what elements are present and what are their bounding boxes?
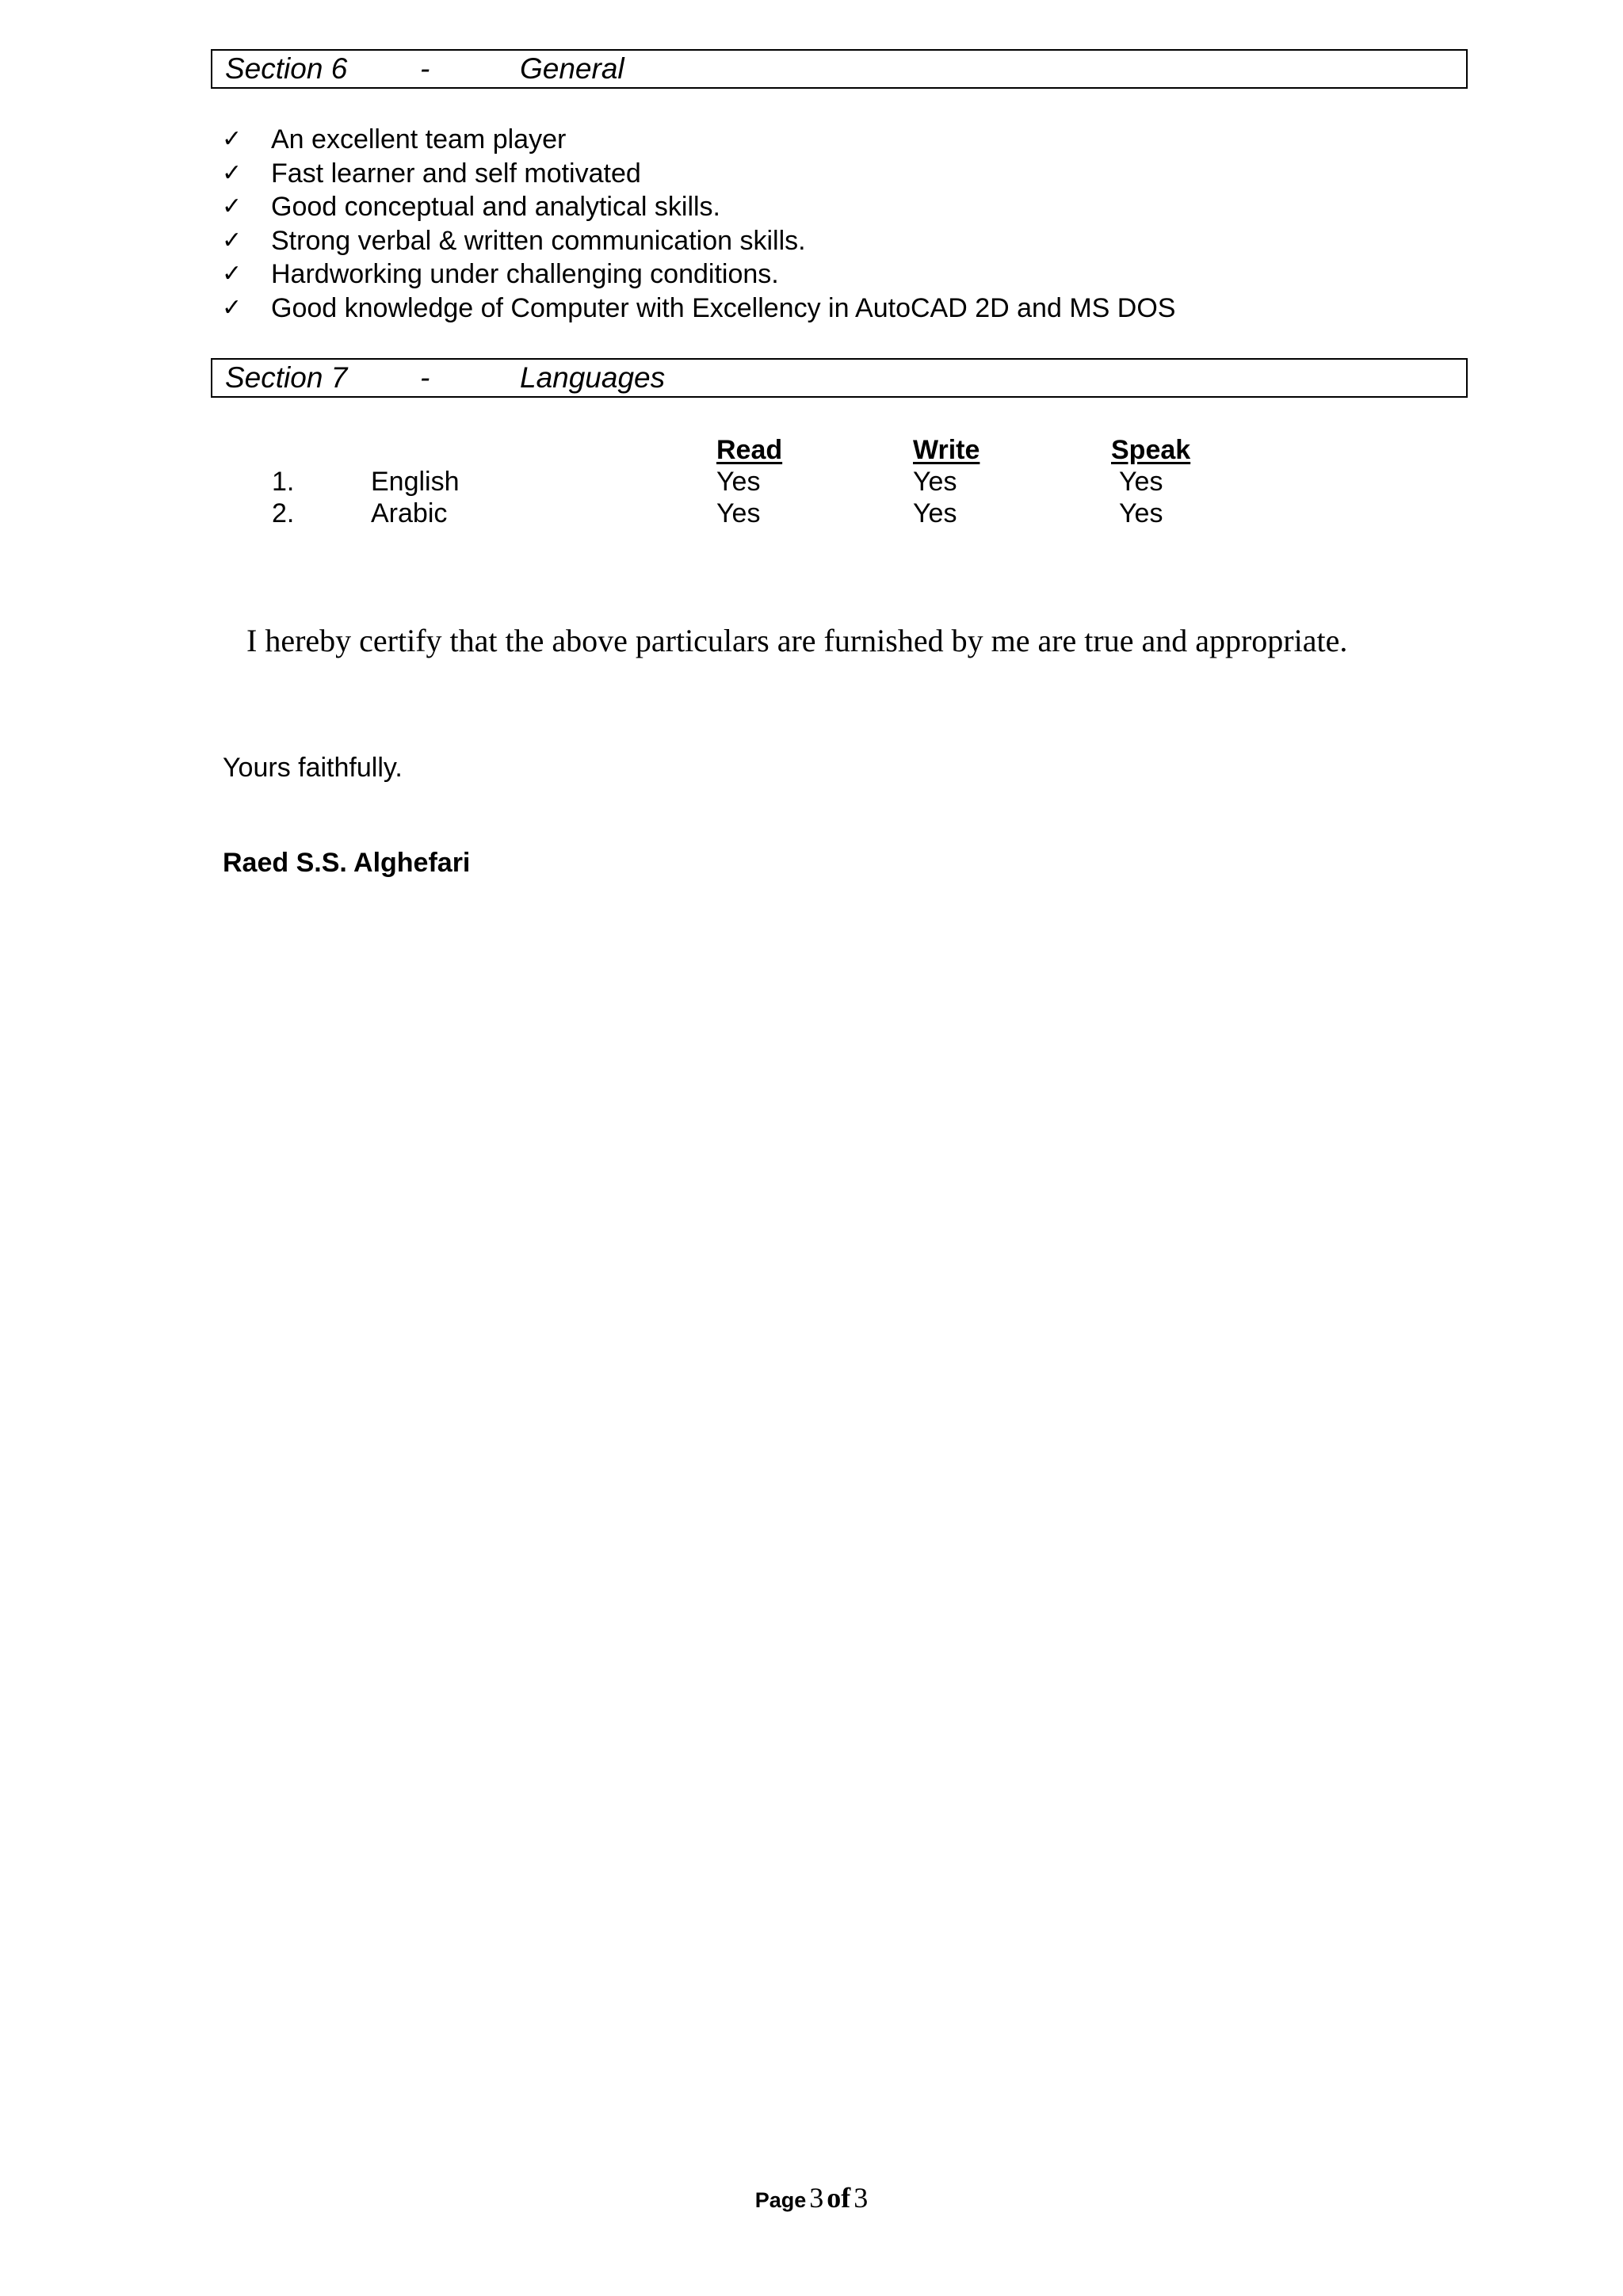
section-6-label: Section 6 xyxy=(225,52,348,85)
current-page: 3 xyxy=(809,2182,824,2214)
header-write: Write xyxy=(913,435,980,465)
check-icon: ✓ xyxy=(222,158,242,187)
skill-text: Good knowledge of Computer with Excellency in AutoCAD 2D and MS DOS xyxy=(271,292,1176,323)
check-icon: ✓ xyxy=(222,226,242,254)
header-read: Read xyxy=(716,435,783,465)
row-number: 1. xyxy=(272,467,295,497)
language-name: Arabic xyxy=(371,498,448,528)
skill-text: Fast learner and self motivated xyxy=(271,158,641,189)
check-icon: ✓ xyxy=(222,193,242,221)
certification-statement: I hereby certify that the above particulars are furnished by me are true and appropriate. xyxy=(246,623,1348,658)
closing-text: Yours faithfully. xyxy=(223,753,403,783)
total-pages: 3 xyxy=(854,2182,869,2214)
of-label: of xyxy=(827,2182,851,2214)
header-speak: Speak xyxy=(1111,435,1191,465)
skill-text: Good conceptual and analytical skills. xyxy=(271,192,720,223)
check-icon: ✓ xyxy=(222,293,242,322)
signature-name: Raed S.S. Alghefari xyxy=(223,848,471,878)
write-value: Yes xyxy=(913,467,957,497)
section-7-label: Section 7 xyxy=(225,361,348,394)
skill-text: Hardworking under challenging conditions. xyxy=(271,259,779,290)
skill-text: An excellent team player xyxy=(271,124,567,154)
write-value: Yes xyxy=(913,498,957,528)
skill-text: Strong verbal & written communication skills. xyxy=(271,225,806,256)
speak-value: Yes xyxy=(1119,498,1163,528)
speak-value: Yes xyxy=(1119,467,1163,497)
section-7-dash: - xyxy=(420,361,430,394)
row-number: 2. xyxy=(272,498,295,528)
language-name: English xyxy=(371,467,460,497)
page-label: Page xyxy=(754,2188,807,2212)
section-6-title: General xyxy=(520,52,624,85)
check-icon: ✓ xyxy=(222,260,242,288)
read-value: Yes xyxy=(716,498,761,528)
read-value: Yes xyxy=(716,467,761,497)
check-icon: ✓ xyxy=(222,125,242,153)
section-6-header xyxy=(211,49,1468,89)
page-footer xyxy=(0,2181,1623,2214)
section-6-dash: - xyxy=(420,52,430,85)
section-7-header xyxy=(211,358,1468,398)
section-7-title: Languages xyxy=(520,361,666,394)
